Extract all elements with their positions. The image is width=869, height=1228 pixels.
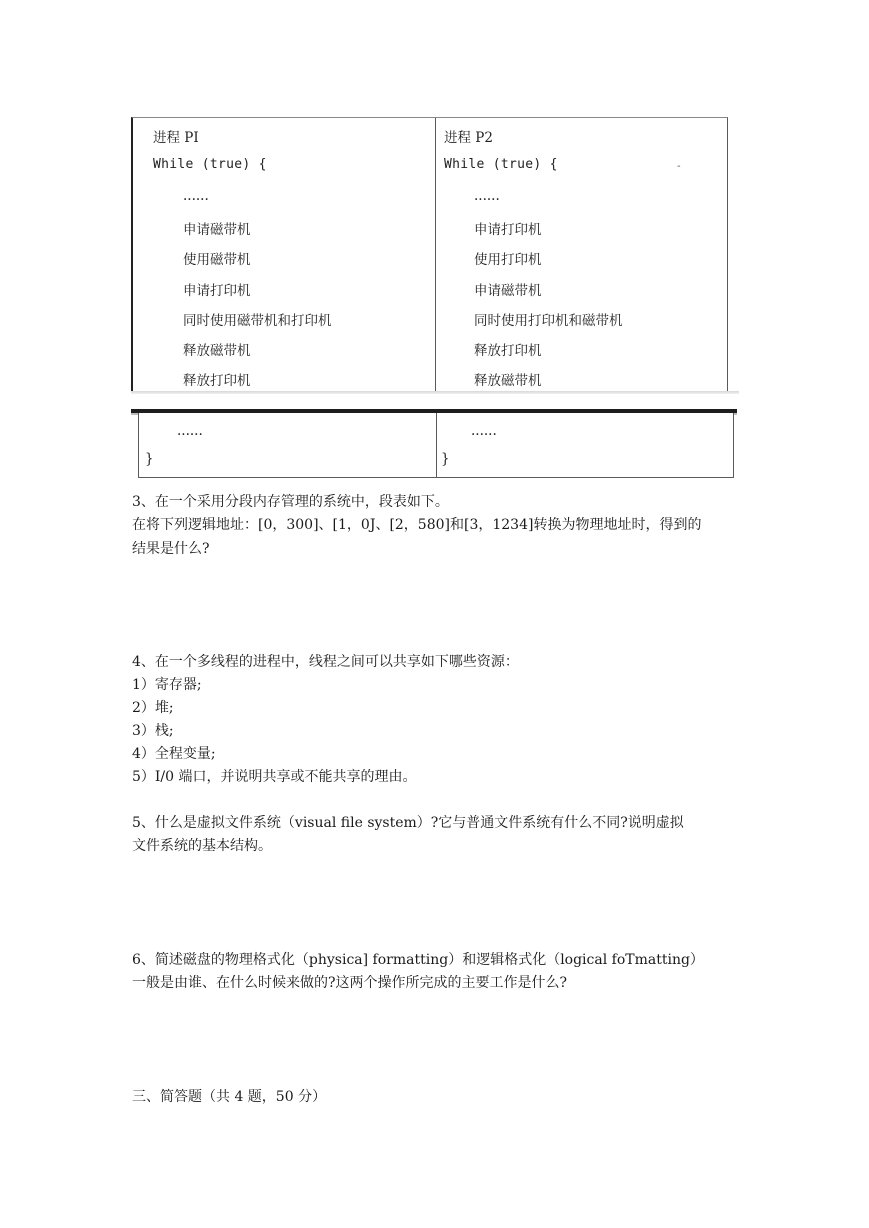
p1-title: 进程 PI	[153, 130, 199, 146]
q3-line-1: 3、在一个采用分段内存管理的系统中，段表如下。	[132, 494, 449, 510]
p2-close-brace: }	[441, 451, 450, 467]
p2-line: 申请磁带机	[474, 283, 542, 299]
p2-line: ......	[474, 188, 500, 204]
q4-item: 4）全程变量;	[132, 746, 216, 762]
stray-scan-mark: -	[677, 161, 681, 172]
p1-line: ......	[183, 188, 209, 204]
section-3-heading: 三、简答题（共 4 题，50 分）	[132, 1089, 327, 1105]
p1-while: While (true) {	[153, 157, 267, 172]
scan-gap-band	[131, 391, 739, 394]
process-table-top	[131, 117, 728, 392]
p2-line: 申请打印机	[474, 222, 542, 238]
p1-tail: ......	[177, 423, 203, 439]
q3-line-2: 在将下列逻辑地址：[0，300]、[1，0J、[2，580]和[3，1234]转换为物理地址时，得到的	[132, 517, 702, 533]
p2-line: 同时使用打印机和磁带机	[474, 313, 623, 329]
p2-while: While (true) {	[444, 157, 558, 172]
p1-close-brace: }	[145, 451, 154, 467]
process-table-bottom	[138, 413, 734, 478]
q5-line-1: 5、什么是虚拟文件系统（visual file system）?它与普通文件系统有什么不同?说明虚拟	[132, 815, 684, 831]
q5-line-2: 文件系统的基本结构。	[132, 838, 272, 854]
process-p2-column-tail	[437, 413, 733, 477]
q4-line-1: 4、在一个多线程的进程中，线程之间可以共享如下哪些资源：	[132, 654, 519, 670]
p2-line: 释放打印机	[474, 343, 542, 359]
p2-line: 释放磁带机	[474, 373, 542, 389]
process-p1-column-tail	[139, 413, 437, 477]
p2-tail: ......	[471, 423, 497, 439]
p2-line: 使用打印机	[474, 252, 542, 268]
p1-line: 同时使用磁带机和打印机	[183, 313, 332, 329]
q4-item: 2）堆;	[132, 700, 174, 716]
p1-line: 使用磁带机	[183, 252, 251, 268]
p1-line: 释放磁带机	[183, 343, 251, 359]
process-p1-column	[133, 118, 436, 392]
q6-line-2: 一般是由谁、在什么时候来做的?这两个操作所完成的主要工作是什么?	[132, 975, 568, 991]
p2-title: 进程 P2	[444, 130, 493, 146]
p1-line: 释放打印机	[183, 373, 251, 389]
q6-line-1: 6、简述磁盘的物理格式化（physica] formatting）和逻辑格式化（logical foTmatting）	[132, 952, 704, 968]
p1-line: 申请磁带机	[183, 222, 251, 238]
q3-line-3: 结果是什么?	[132, 541, 210, 557]
q4-item: 3）栈;	[132, 723, 174, 739]
p1-line: 申请打印机	[183, 283, 251, 299]
q4-item: 1）寄存器;	[132, 677, 202, 693]
process-p2-column	[436, 118, 727, 392]
q4-item: 5）I/0 端口，并说明共享或不能共享的理由。	[132, 769, 417, 785]
